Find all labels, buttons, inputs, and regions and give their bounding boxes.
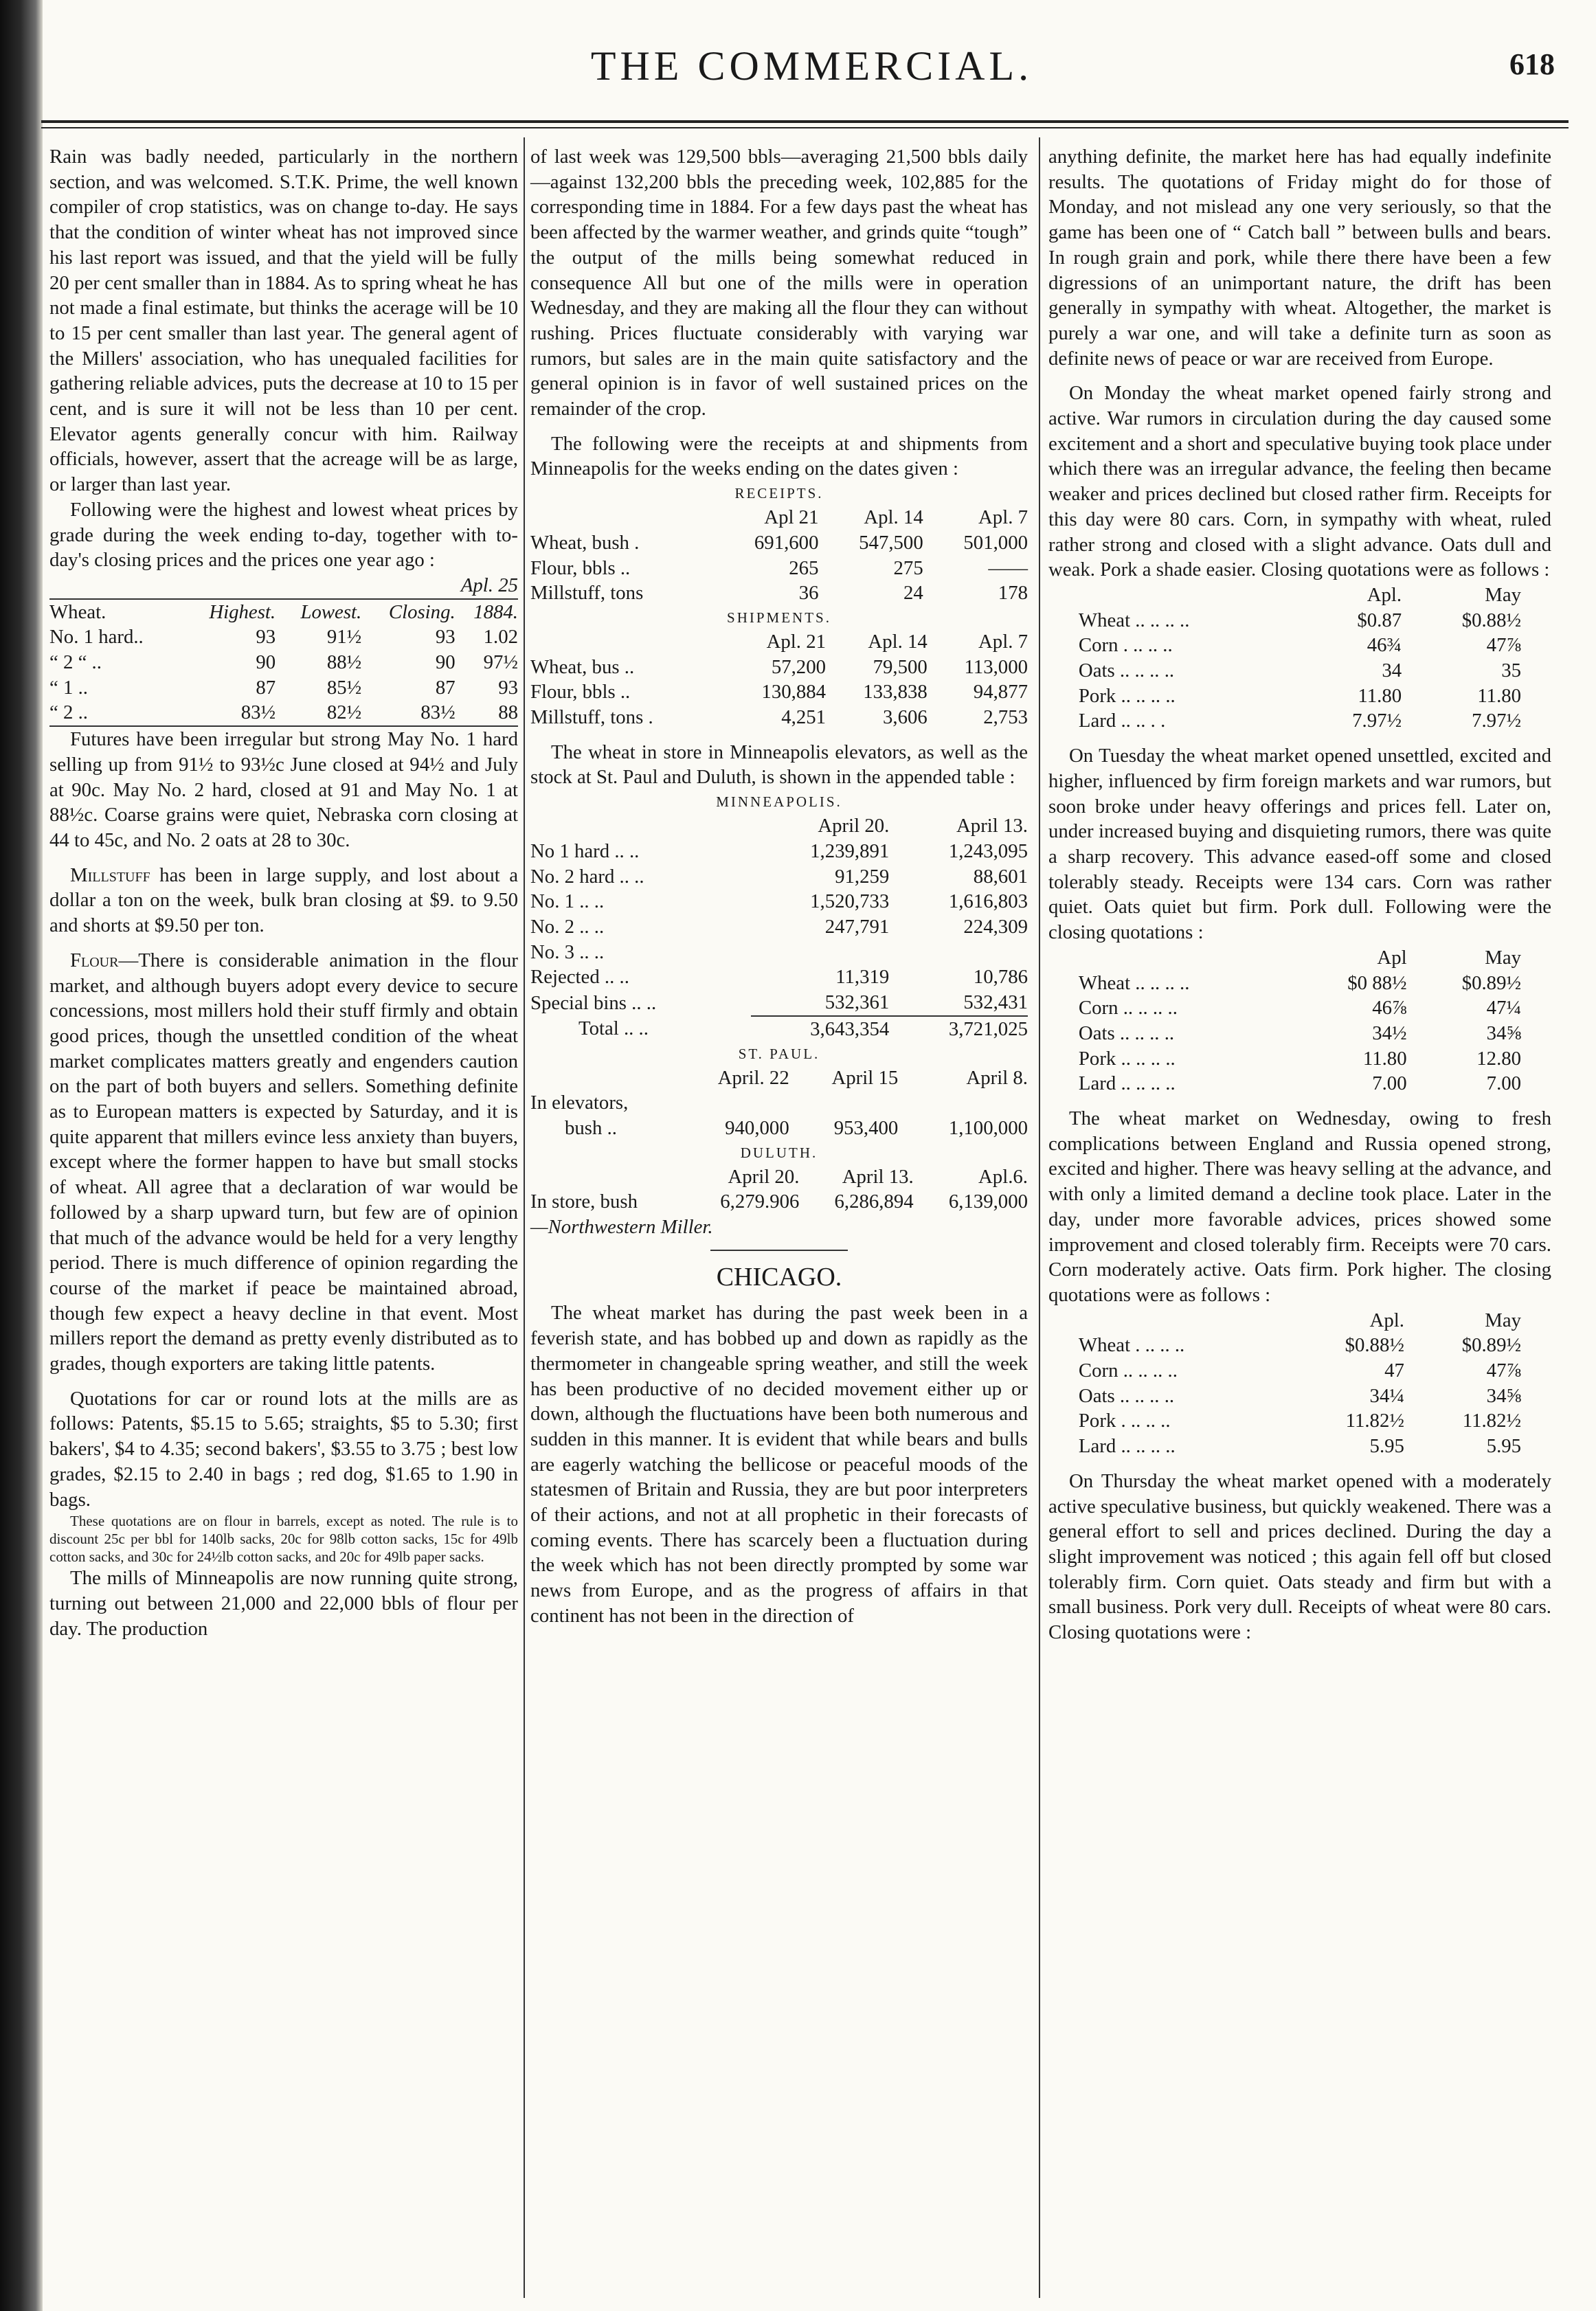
header-cell: Highest. bbox=[209, 600, 276, 623]
cell: No. 2 hard .. .. bbox=[530, 865, 644, 888]
header-cell: April 8. bbox=[966, 1066, 1028, 1089]
cell: 11.82½ bbox=[1462, 1410, 1522, 1432]
cell: No. 2 .. .. bbox=[530, 915, 605, 938]
table-row bbox=[1079, 1333, 1521, 1358]
cell bbox=[889, 940, 1028, 965]
table-row bbox=[530, 990, 1028, 1016]
table-header-row bbox=[530, 629, 1028, 655]
table-row bbox=[530, 965, 1028, 990]
wheat-prices-table bbox=[49, 598, 518, 728]
cell: 691,600 bbox=[754, 531, 819, 554]
cell: 57,200 bbox=[771, 655, 827, 678]
table-row bbox=[530, 705, 1028, 730]
header-cell: April 13. bbox=[842, 1165, 914, 1188]
minneapolis-stock-table bbox=[530, 813, 1028, 1041]
cell: 247,791 bbox=[824, 915, 890, 938]
cell: bush .. bbox=[565, 1116, 617, 1139]
cell: 47⅞ bbox=[1486, 1360, 1522, 1382]
cell: Wheat, bus .. bbox=[530, 655, 635, 678]
cell: No. 1 .. .. bbox=[530, 890, 605, 913]
cell: Corn .. .. .. .. bbox=[1078, 1360, 1178, 1382]
paragraph-lead: Millstuff bbox=[70, 864, 150, 886]
paragraph-body: —There is considerable animation in the flour market, and although buyers adopt every device to secure concessions, most millers hold their stuff firmly and obtain good prices, though the unsettled condition of the wheat market complicates matters greatly and engenders caution on the part of both buyers and sellers. Something definite as to European matters is expected by Saturday, and it is quite apparent that millers evince less anxiety than buyers, except where the former happen to have but small stocks of wheat. All agree that a declaration of war would be followed by a sharp upward turn, but few are of opinion that much of the advance would be held for a very lengthy period. There is much difference of opinion regarding the course of the market if peace be maintained abroad, though few expect a heavy decline in that event. Most millers report the demand as pretty evenly distributed as to grades, though exporters are taking little patents. bbox=[49, 949, 518, 1375]
table-row bbox=[530, 655, 1028, 680]
st-paul-stock-table bbox=[530, 1066, 1028, 1141]
table-row bbox=[1079, 1071, 1521, 1096]
cell: 6,286,894 bbox=[834, 1191, 914, 1213]
cell: 90 bbox=[435, 651, 456, 674]
table-header-row bbox=[49, 599, 518, 625]
header-cell bbox=[1079, 583, 1302, 608]
cell: 5.95 bbox=[1369, 1435, 1404, 1458]
cell: Total .. .. bbox=[578, 1017, 649, 1040]
cell: Pork .. .. .. .. bbox=[1078, 1047, 1176, 1070]
cell: 1.02 bbox=[483, 626, 518, 649]
paragraph: of last week was 129,500 bbls—averaging 21,500 bbls daily—against 132,200 bbls the preceding week, 102,885 for the corresponding time in 1884. For a few days past the wheat has been affected by the warmer weather, and grinds quite “tough” the output of the mills being somewhat reduced in consequence All but one of the mills were in operation Wednesday, and they are making all the flour they can without rushing. Prices fluctuate considerably with varying war rumors, but sales are in the main quite satisfactory and the general opinion is in favor of well sustained prices on the remainder of the crop. bbox=[530, 146, 1028, 420]
table-row bbox=[1079, 995, 1521, 1021]
header-cell: April 15 bbox=[831, 1066, 899, 1089]
shipments-table bbox=[530, 629, 1028, 730]
masthead-title: THE COMMERCIAL. bbox=[590, 43, 1033, 89]
cell: 83½ bbox=[240, 701, 276, 724]
column-3 bbox=[1048, 144, 1551, 1645]
column-2 bbox=[530, 144, 1028, 1629]
table-caption: RECEIPTS. bbox=[734, 485, 824, 502]
table-row bbox=[530, 864, 1028, 890]
cell: 11,319 bbox=[835, 966, 890, 989]
table-caption: MINNEAPOLIS. bbox=[716, 793, 842, 811]
cell: $0 88½ bbox=[1347, 971, 1407, 994]
cell: 47 bbox=[1384, 1360, 1404, 1382]
cell: “ 1 .. bbox=[49, 676, 88, 699]
paragraph: On Thursday the wheat market opened with a moderately active speculative business, but quickly weakened. There was a general effort to sell and prices declined. During the day a slight improvement was noticed ; this again fell off but closed tolerably firm. Corn quiet. Oats steady and firm but with a small business. Pork very dull. Receipts of wheat were 80 cars. Closing quotations were : bbox=[1048, 1469, 1551, 1644]
table-row bbox=[530, 839, 1028, 864]
header-rule-bottom bbox=[41, 127, 1569, 128]
table-row bbox=[1079, 1434, 1521, 1459]
paragraph bbox=[49, 948, 518, 1377]
cell: 4,251 bbox=[781, 706, 827, 729]
cell: Pork .. .. .. .. bbox=[1078, 684, 1176, 707]
cell: 34⅝ bbox=[1486, 1022, 1522, 1044]
cell: Wheat, bush . bbox=[530, 531, 640, 554]
header-cell: May bbox=[1485, 946, 1522, 969]
cell: 953,400 bbox=[833, 1116, 899, 1139]
header-cell: Apl. 7 bbox=[978, 630, 1028, 653]
cell: Wheat .. .. .. .. bbox=[1078, 971, 1190, 994]
header-cell: Apl. 14 bbox=[864, 506, 923, 529]
table-row bbox=[530, 1116, 1028, 1141]
paragraph-body: has been in large supply, and lost about a dollar a ton on the week, bulk bran closing at $9. to 9.50 and shorts at $9.50 per ton. bbox=[49, 864, 518, 937]
monday-quotations-table bbox=[1079, 583, 1521, 734]
paragraph: On Tuesday the wheat market opened unsettled, excited and higher, influenced by firm foreign markets and war rumors, but soon broke under heavy offerings and prices fell. Later on, under increased buying and disquieting rumors, there was quite a sharp recovery. This advance eased-off some and closed tolerably steady. Receipts were 134 cars. Corn was rather quiet. Oats quiet but firm. Pork dull. Following were the closing quotations : bbox=[1048, 745, 1551, 944]
header-cell: Apl bbox=[1377, 946, 1407, 969]
cell: 10,786 bbox=[973, 966, 1028, 989]
table-total-row bbox=[530, 1016, 1028, 1042]
table-row bbox=[1079, 608, 1521, 633]
cell: In elevators, bbox=[530, 1092, 629, 1114]
table-row bbox=[49, 650, 518, 675]
page-number: 618 bbox=[1509, 47, 1555, 81]
page-binding-edge bbox=[0, 0, 43, 2311]
cell: Oats .. .. .. .. bbox=[1078, 1384, 1175, 1407]
header-cell: Apl. bbox=[1367, 583, 1402, 606]
cell: 130,884 bbox=[761, 681, 827, 703]
header-cell: Apl. bbox=[1369, 1309, 1404, 1331]
cell: 35 bbox=[1501, 660, 1522, 682]
cell: 3,643,354 bbox=[751, 1016, 890, 1042]
section-heading-chicago: CHICAGO. bbox=[716, 1262, 842, 1292]
cell: 47⅞ bbox=[1486, 634, 1522, 657]
cell: 2,753 bbox=[983, 706, 1028, 729]
table-header-row bbox=[1079, 1308, 1521, 1333]
cell: 24 bbox=[903, 582, 923, 605]
wednesday-quotations-table bbox=[1079, 1308, 1521, 1459]
cell: Corn . .. .. .. bbox=[1078, 634, 1173, 657]
table-date: Apl. 25 bbox=[460, 574, 518, 596]
table-row bbox=[49, 675, 518, 701]
cell: $0.87 bbox=[1357, 609, 1402, 631]
header-rule-top bbox=[41, 120, 1569, 123]
table-header-row bbox=[530, 813, 1028, 839]
paragraph-lead: Flour bbox=[70, 949, 119, 971]
table-header-row bbox=[1079, 945, 1521, 971]
cell: 82½ bbox=[326, 701, 362, 724]
table-row bbox=[49, 624, 518, 650]
cell: 6,139,000 bbox=[948, 1191, 1028, 1213]
cell: 94,877 bbox=[973, 681, 1028, 703]
cell: 11.80 bbox=[1362, 1047, 1407, 1070]
column-divider-1 bbox=[524, 137, 525, 2298]
cell: 88 bbox=[498, 701, 518, 724]
header-cell bbox=[530, 1164, 685, 1190]
table-row bbox=[1079, 684, 1521, 709]
cell: 1,100,000 bbox=[948, 1116, 1028, 1139]
paragraph: The wheat market on Wednesday, owing to fresh complications between England and Russia opened strong, excited and higher. There was heavy selling at the advance, and with only a limited demand a decline took place. Later in the day, under more favorable advices, prices showed some improvement and closed tolerably firm. Receipts were 70 cars. Corn moderately active. Oats firm. Pork higher. The closing quotations were as follows : bbox=[1048, 1107, 1551, 1306]
table-row bbox=[530, 556, 1028, 581]
column-1 bbox=[49, 144, 518, 1641]
cell: 87 bbox=[256, 676, 276, 699]
cell: 133,838 bbox=[863, 681, 928, 703]
section-rule bbox=[710, 1250, 848, 1251]
paragraph: The wheat in store in Minneapolis elevators, as well as the stock at St. Paul and Duluth, is shown in the appended table : bbox=[530, 741, 1028, 789]
table-row bbox=[1079, 1046, 1521, 1072]
cell: 1,239,891 bbox=[810, 839, 890, 862]
table-row bbox=[530, 679, 1028, 705]
cell: 275 bbox=[893, 556, 923, 579]
cell: 5.95 bbox=[1486, 1435, 1522, 1458]
table-caption: SHIPMENTS. bbox=[727, 609, 831, 626]
cell: Lard .. .. .. .. bbox=[1078, 1435, 1176, 1458]
header-cell: April 20. bbox=[728, 1165, 800, 1188]
table-header-row bbox=[530, 505, 1028, 530]
footnote: These quotations are on flour in barrels, except as noted. The rule is to discount 25c per bbl for 140lb sacks, 20c for 98lb cotton sacks, 15c for 49lb cotton sacks, and 30c for 24½lb cotton sacks, and 20c for 49lb paper sacks. bbox=[49, 1513, 518, 1566]
cell: 3,721,025 bbox=[889, 1016, 1028, 1042]
cell: Flour, bbls .. bbox=[530, 556, 631, 579]
header-cell: Closing. bbox=[388, 600, 456, 623]
cell: 1,616,803 bbox=[948, 890, 1028, 913]
table-header-row bbox=[1079, 583, 1521, 608]
cell: Flour, bbls .. bbox=[530, 681, 631, 703]
cell: 7.97½ bbox=[1472, 710, 1522, 732]
cell: 11.82½ bbox=[1345, 1410, 1404, 1432]
cell: “ 2 .. bbox=[49, 701, 88, 724]
header-cell: Apl. 21 bbox=[766, 630, 827, 653]
cell: 93 bbox=[435, 626, 456, 649]
cell: Lard .. .. . . bbox=[1078, 710, 1166, 732]
cell: 85½ bbox=[326, 676, 362, 699]
cell: 7.00 bbox=[1486, 1072, 1522, 1095]
table-row bbox=[49, 700, 518, 726]
cell: $0.88½ bbox=[1461, 609, 1522, 631]
receipts-table bbox=[530, 505, 1028, 606]
cell: No. 3 .. .. bbox=[530, 940, 605, 963]
header-cell: Apl. 14 bbox=[868, 630, 928, 653]
header-cell: Wheat. bbox=[49, 600, 106, 623]
cell: 3,606 bbox=[883, 706, 928, 729]
paragraph bbox=[49, 863, 518, 938]
cell: Pork . .. .. .. bbox=[1078, 1410, 1171, 1432]
cell: $0.89½ bbox=[1461, 1334, 1522, 1357]
cell: Millstuff, tons bbox=[530, 582, 644, 605]
header-cell: April. 22 bbox=[717, 1066, 789, 1089]
paragraph: Following were the highest and lowest wheat prices by grade during the week ending to-day, together with to-day's closing prices and the prices one year ago : bbox=[49, 498, 518, 572]
paragraph: The mills of Minneapolis are now running quite strong, turning out between 21,000 and 22,000 bbls of flour per day. The production bbox=[49, 1567, 518, 1640]
table-row bbox=[530, 530, 1028, 556]
cell: Oats .. .. .. .. bbox=[1078, 660, 1175, 682]
table-row bbox=[530, 1090, 1028, 1116]
table-row bbox=[1079, 658, 1521, 684]
cell: 47¼ bbox=[1486, 997, 1522, 1019]
cell: $0.89½ bbox=[1461, 971, 1522, 994]
cell: 547,500 bbox=[859, 531, 923, 554]
cell: 7.00 bbox=[1372, 1072, 1407, 1095]
cell: 46⅞ bbox=[1372, 997, 1407, 1019]
cell: 11.80 bbox=[1477, 684, 1522, 707]
header-cell bbox=[530, 813, 751, 839]
cell: 90 bbox=[256, 651, 276, 674]
header-cell: Apl.6. bbox=[978, 1165, 1028, 1188]
cell: 93 bbox=[498, 676, 518, 699]
cell: 532,361 bbox=[824, 991, 890, 1014]
duluth-stock-table bbox=[530, 1164, 1028, 1215]
header-cell: May bbox=[1485, 583, 1522, 606]
table-row bbox=[530, 940, 1028, 965]
cell: Rejected .. .. bbox=[530, 966, 629, 989]
cell: $0.88½ bbox=[1345, 1334, 1404, 1357]
header-cell: Apl. 7 bbox=[978, 506, 1028, 529]
table-row bbox=[1079, 1408, 1521, 1434]
header-cell: 1884. bbox=[473, 600, 518, 623]
cell: 265 bbox=[789, 556, 819, 579]
cell: 1,520,733 bbox=[810, 890, 890, 913]
cell: Millstuff, tons . bbox=[530, 706, 653, 729]
table-row bbox=[1079, 708, 1521, 734]
table-caption: ST. PAUL. bbox=[738, 1045, 820, 1062]
cell: Wheat .. .. .. .. bbox=[1078, 609, 1190, 631]
cell: 34¼ bbox=[1369, 1384, 1404, 1407]
cell: 91,259 bbox=[835, 865, 890, 888]
cell: Wheat . .. .. .. bbox=[1078, 1334, 1185, 1357]
table-caption: DULUTH. bbox=[740, 1144, 818, 1161]
cell: 11.80 bbox=[1358, 684, 1402, 707]
cell: In store, bush bbox=[530, 1191, 638, 1213]
table-row bbox=[1079, 971, 1521, 996]
header-cell: Apl 21 bbox=[764, 506, 819, 529]
cell: Oats .. .. .. .. bbox=[1078, 1022, 1175, 1044]
table-row bbox=[530, 1189, 1028, 1215]
paragraph: On Monday the wheat market opened fairly strong and active. War rumors in circulation during the day caused some excitement and a short and speculative buying took place under which there was an irregular advance, the feeling then became weaker and prices declined but closed rather firm. Receipts for this day were 80 cars. Corn, in sympathy with wheat, ruled rather strong and closed with a slight advance. Oats dull and weak. Pork a shade easier. Closing quotations were as follows : bbox=[1048, 382, 1551, 581]
paragraph: Quotations for car or round lots at the mills are as follows: Patents, $5.15 to 5.65; straights, $5 to 5.30; first bakers', $4 to 4.35; second bakers', $3.55 to 3.75 ; best low grades, $2.15 to 2.40 in bags ; red dog, $1.65 to 1.90 in bags. bbox=[49, 1387, 518, 1511]
cell: 91½ bbox=[326, 626, 362, 649]
cell: Special bins .. .. bbox=[530, 991, 657, 1014]
cell: 34½ bbox=[1372, 1022, 1407, 1044]
paragraph: The wheat market has during the past week been in a feverish state, and has bobbed up and down as rapidly as the thermometer in changeable spring weather, and still the week has been productive of no decided movement either up or down, although the fluctuations have been both numerous and sudden in this manner. It is evident that while bears and bulls are eagerly watching the bellicose or peaceful moods of the statesmen of Britain and Russia, they are but poor interpreters of their actions, and not at all prophetic in their forecasts of coming events. There has scarcely been a fluctuation during the week which has not been directly prompted by some war news from Europe, and as the progress of affairs in that continent has not been in the direction of bbox=[530, 1302, 1028, 1627]
table-row bbox=[1079, 1021, 1521, 1046]
table-row bbox=[1079, 633, 1521, 658]
cell: 940,000 bbox=[725, 1116, 789, 1139]
paragraph: anything definite, the market here has had equally indefinite results. The quotations of Friday might do for those of Monday, and not mislead any one very seriously, so that the game has been one of “ Catch ball ” between bulls and bears. In rough grain and pork, while there there have been a few digressions of an unimportant nature, the drift has been generally in sympathy with wheat. Altogether, the market is purely a war one, and will take a definite turn as soon as definite news of peace or war are received from Europe. bbox=[1048, 146, 1551, 370]
cell: 34⅝ bbox=[1486, 1384, 1522, 1407]
cell: 178 bbox=[998, 582, 1028, 605]
cell: Corn .. .. .. .. bbox=[1078, 997, 1178, 1019]
tuesday-quotations-table bbox=[1079, 945, 1521, 1096]
cell: 6,279.906 bbox=[720, 1191, 800, 1213]
table-header-row bbox=[530, 1066, 1028, 1091]
header-cell: April 20. bbox=[818, 815, 890, 837]
cell: 88½ bbox=[326, 651, 362, 674]
table-row bbox=[1079, 1358, 1521, 1384]
column-divider-2 bbox=[1039, 137, 1040, 2298]
table-row bbox=[530, 889, 1028, 914]
table-row bbox=[530, 580, 1028, 606]
cell: 1,243,095 bbox=[948, 839, 1028, 862]
cell: 532,431 bbox=[963, 991, 1028, 1014]
paragraph: Rain was badly needed, particularly in the northern section, and was welcomed. S.T.K. Prime, the well known compiler of crop statistics, was on change to-day. He says that the condition of winter wheat has not improved since his last report was issued, and that the yield will be fully 20 per cent smaller than in 1884. As to spring wheat he has not made a final estimate, but thinks the acerage will be 10 to 15 per cent smaller than last year. The general agent of the Millers' association, who has unequaled facilities for gathering reliable advices, puts the decrease at 10 to 15 per cent, and is sure it will not be less than 10 per cent. Elevator agents generally concur with him. Railway officials, however, assert that the acreage will be as large, or larger than last year. bbox=[49, 146, 518, 496]
header-cell bbox=[530, 1066, 672, 1091]
cell: 34 bbox=[1382, 660, 1402, 682]
cell: 97½ bbox=[483, 651, 518, 674]
header-cell: April 13. bbox=[956, 815, 1028, 837]
header-cell bbox=[530, 629, 724, 655]
header-cell bbox=[530, 505, 714, 530]
cell: 83½ bbox=[420, 701, 456, 724]
table-row bbox=[1079, 1384, 1521, 1409]
page-header bbox=[55, 43, 1569, 111]
source-credit: —Northwestern Miller. bbox=[530, 1216, 713, 1239]
table-row bbox=[530, 914, 1028, 940]
header-cell bbox=[1079, 945, 1292, 971]
cell bbox=[751, 940, 890, 965]
cell: 224,309 bbox=[963, 915, 1028, 938]
table-header-row bbox=[530, 1164, 1028, 1190]
paragraph: The following were the receipts at and shipments from Minneapolis for the weeks ending on the dates given : bbox=[530, 432, 1028, 480]
cell: No. 1 hard.. bbox=[49, 626, 144, 649]
cell: 36 bbox=[798, 582, 819, 605]
cell: 93 bbox=[256, 626, 276, 649]
paragraph: Futures have been irregular but strong May No. 1 hard selling up from 91½ to 93½c June closed at 94½ and July at 90c. May No. 2 hard, closed at 91 and May No. 1 at 88½c. Coarse grains were quiet, Nebraska corn closing at 44 to 45c, and No. 2 oats at 28 to 30c. bbox=[49, 728, 518, 851]
cell: 7.97½ bbox=[1352, 710, 1402, 732]
cell: 87 bbox=[435, 676, 456, 699]
header-cell: Lowest. bbox=[300, 600, 362, 623]
cell: —— bbox=[988, 556, 1028, 579]
cell: 88,601 bbox=[973, 865, 1028, 888]
cell: Lard .. .. .. .. bbox=[1078, 1072, 1176, 1095]
header-cell bbox=[1079, 1308, 1288, 1333]
cell: 501,000 bbox=[963, 531, 1028, 554]
header-cell: May bbox=[1485, 1309, 1522, 1331]
cell: No 1 hard .. .. bbox=[530, 839, 640, 862]
cell: “ 2 “ .. bbox=[49, 651, 102, 674]
cell: 12.80 bbox=[1476, 1047, 1522, 1070]
cell: 113,000 bbox=[964, 655, 1028, 678]
cell: 79,500 bbox=[873, 655, 928, 678]
cell: 46¾ bbox=[1367, 634, 1402, 657]
